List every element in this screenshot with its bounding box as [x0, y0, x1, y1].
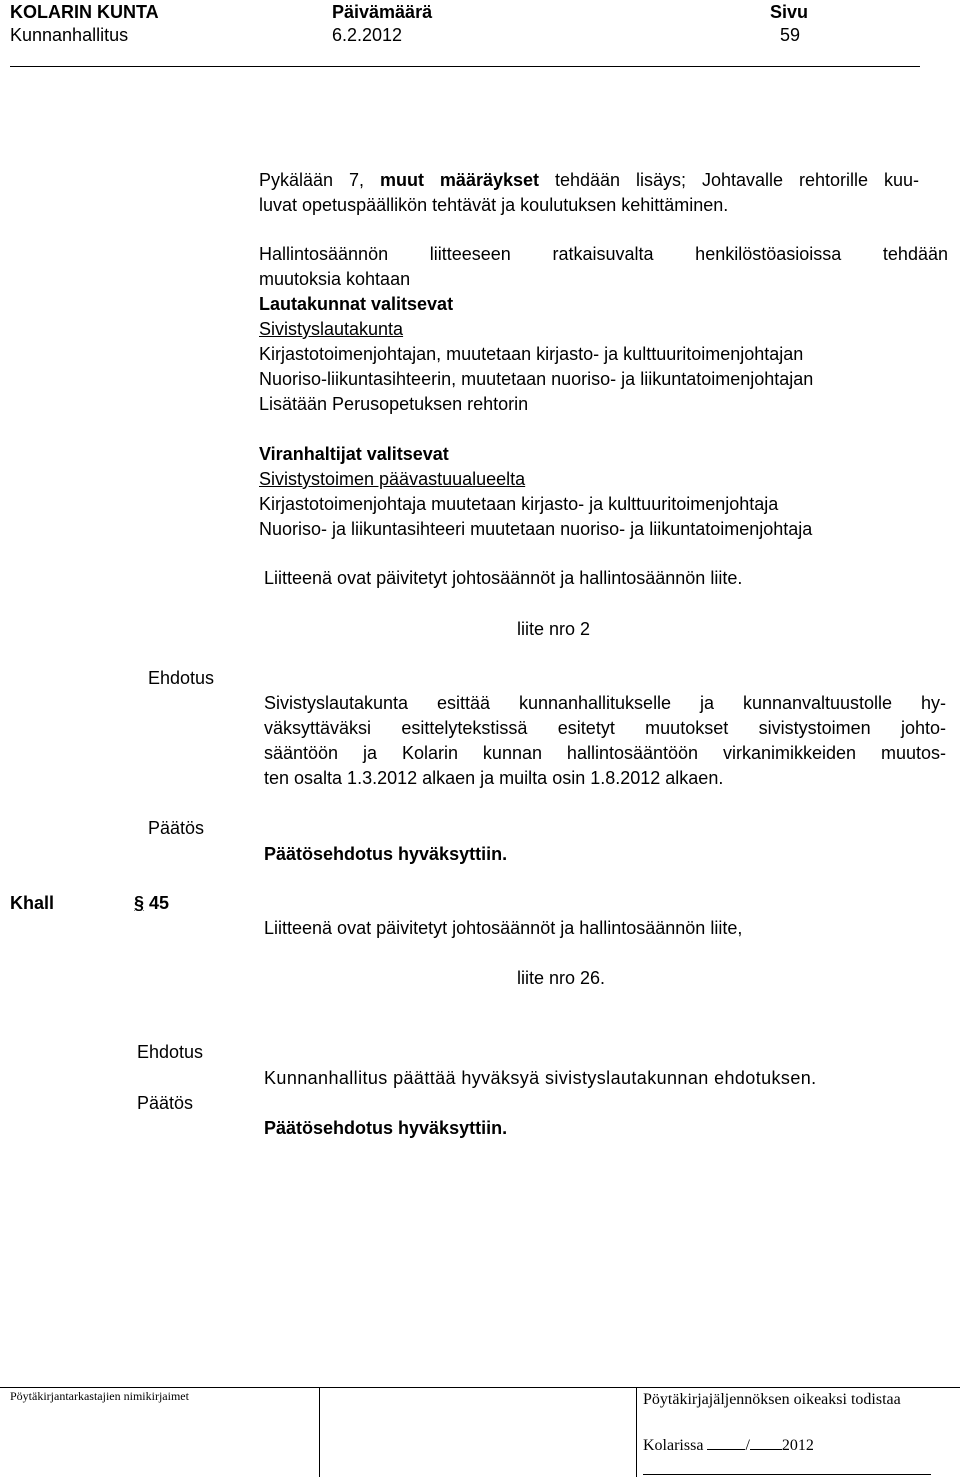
section-sign-icon: §: [134, 893, 145, 913]
footer-divider-left: [319, 1387, 320, 1477]
ehdotus-label-khall: Ehdotus: [137, 1042, 204, 1062]
header-rule: [10, 66, 920, 67]
paragraph-line: sääntöön ja Kolarin kunnan hallintosääntöön virkanimikkeiden muutos-: [264, 743, 946, 763]
ehdotus-text-khall: Kunnanhallitus päättää hyväksyä sivistyslautakunnan ehdotuksen.: [264, 1068, 817, 1088]
certification-date: Kolarissa / 2012: [643, 1437, 814, 1454]
certified-label: Pöytäkirjajäljennöksen oikeaksi todistaa: [643, 1391, 901, 1408]
viranhaltijat-block: [259, 442, 812, 542]
paragraph-line: Hallintosäännön liitteeseen ratkaisuvalta henkilöstöasioissa tehdään: [259, 244, 948, 264]
page-number: 59: [780, 25, 801, 45]
list-item: Nuoriso- ja liikuntasihteeri muutetaan nuoriso- ja liikuntatoimenjohtaja: [259, 519, 813, 539]
footer-divider-right: [636, 1387, 637, 1477]
list-item: Kirjastotoimenjohtajan, muutetaan kirjasto- ja kulttuuritoimenjohtajan: [259, 344, 804, 364]
paragraph-hallintosaanto: [259, 242, 948, 417]
meeting-date: 6.2.2012: [332, 25, 403, 45]
subheading-sivistystoimen: Sivistystoimen päävastuualueelta: [259, 469, 526, 489]
paragraph-pykala-7: [259, 168, 919, 218]
date-label: Päivämäärä: [332, 2, 433, 22]
day-blank: [707, 1435, 745, 1450]
khall-label: Khall: [10, 893, 55, 913]
signature-line: [643, 1474, 931, 1475]
paragraph-line: ten osalta 1.3.2012 alkaen ja muilta osin 1.8.2012 alkaen.: [264, 768, 724, 788]
list-item: Nuoriso-liikuntasihteerin, muutetaan nuoriso- ja liikuntatoimenjohtajan: [259, 369, 814, 389]
subheading-viranhaltijat: Viranhaltijat valitsevat: [259, 444, 449, 464]
paatos-label-khall: Päätös: [137, 1093, 194, 1113]
attachment-number-khall: liite nro 26.: [517, 968, 606, 988]
signatures-label: Pöytäkirjantarkastajien nimikirjaimet: [10, 1389, 189, 1403]
subheading-sivistyslautakunta: Sivistyslautakunta: [259, 319, 404, 339]
month-blank: [750, 1435, 782, 1450]
paragraph-line: väksyttäväksi esittelytekstissä esitetyt muutokset sivistystoimen johto-: [264, 718, 946, 738]
attachment-note-khall: Liitteenä ovat päivitetyt johtosäännöt ja hallintosäännön liite,: [264, 918, 743, 938]
paatos-text: Päätösehdotus hyväksyttiin.: [264, 844, 508, 864]
ehdotus-label: Ehdotus: [148, 668, 215, 688]
org-name: KOLARIN KUNTA: [10, 2, 159, 22]
list-item: Kirjastotoimenjohtaja muutetaan kirjasto- ja kulttuuritoimenjohtaja: [259, 494, 779, 514]
subheading-lautakunnat: Lautakunnat valitsevat: [259, 294, 454, 314]
paragraph-line: luvat opetuspäällikön tehtävät ja koulutuksen kehittäminen.: [259, 195, 729, 215]
body-name: Kunnanhallitus: [10, 25, 129, 45]
attachment-number: liite nro 2: [517, 619, 591, 639]
section-number: § 45: [134, 893, 170, 913]
attachment-note: Liitteenä ovat päivitetyt johtosäännöt ja hallintosäännön liite.: [264, 568, 743, 588]
paragraph-line: muutoksia kohtaan: [259, 269, 411, 289]
list-item: Lisätään Perusopetuksen rehtorin: [259, 394, 529, 414]
paatos-label: Päätös: [148, 818, 205, 838]
paatos-text-khall: Päätösehdotus hyväksyttiin.: [264, 1118, 508, 1138]
paragraph-line: Pykälään 7, muut määräykset tehdään lisäys; Johtavalle rehtorille kuu-: [259, 170, 919, 190]
ehdotus-text: [264, 691, 946, 791]
paragraph-line: Sivistyslautakunta esittää kunnanhallitukselle ja kunnanvaltuustolle hy-: [264, 693, 946, 713]
page-label: Sivu: [770, 2, 809, 22]
